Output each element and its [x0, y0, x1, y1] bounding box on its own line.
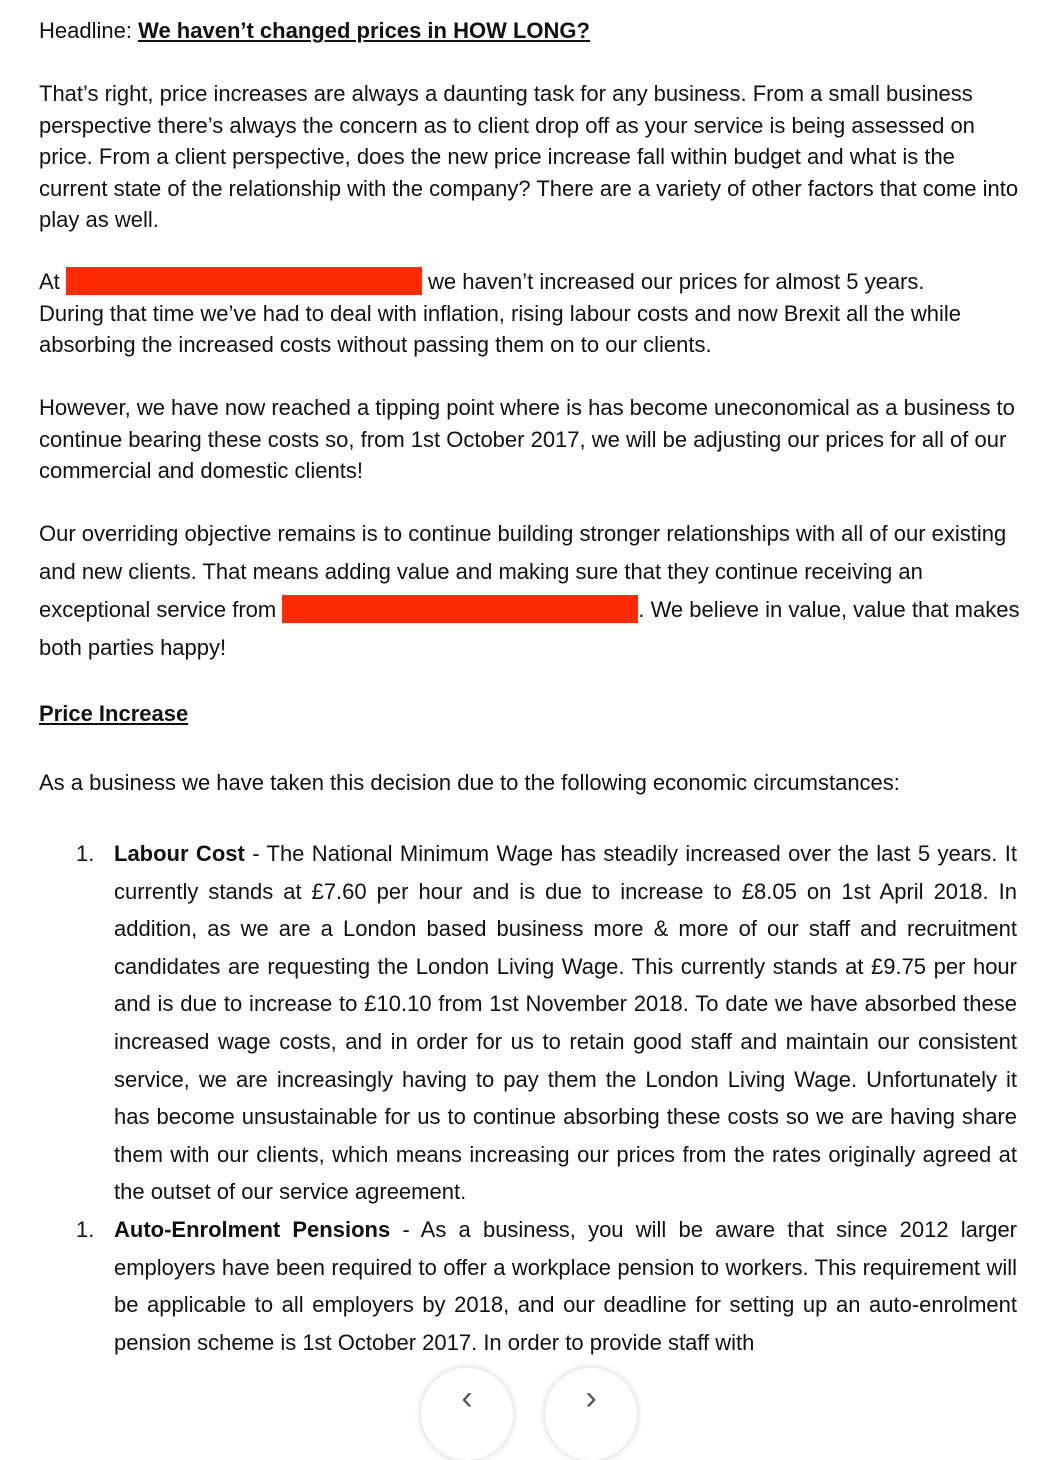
however-paragraph: However, we have now reached a tipping point where is has become uneconomical as a business to continue bearing these costs so, from 1st October 2017, we will be adjusting our prices for all of our commercial and domestic clients!	[39, 395, 1015, 483]
list-item-number: 1.	[76, 1216, 95, 1242]
objective-after: . We believe in value, value that makes both parties happy!	[39, 597, 1020, 660]
at-suffix: we haven’t increased our prices for almost 5 years.	[428, 269, 925, 294]
redacted-company-name-2	[282, 595, 638, 623]
however-section	[39, 392, 1024, 487]
next-page-button[interactable]	[545, 1368, 637, 1460]
at-prefix: At	[39, 269, 60, 294]
list-item-text: - As a business, you will be aware that since 2012 larger employers have been required to offer a workplace pension to workers. This requirement will be applicable to all employers by 2018, and our deadline for setting up an auto-enrolment pension scheme is 1st October 2017. In order to provide staff with	[114, 1216, 1018, 1355]
price-increase-list	[39, 835, 1017, 1361]
price-increase-intro-section	[39, 770, 1024, 796]
objective-section	[39, 515, 1024, 667]
list-item-number: 1.	[76, 841, 95, 866]
intro-paragraph: That’s right, price increases are always a daunting task for any business. From a small business perspective there’s always the concern as to client drop off as your service is being assessed on price. From a client perspective, does the new price increase fall within budget and what is the current state of the relationship with the company? There are a variety of other factors that come into play as well.	[39, 81, 1019, 232]
prev-page-button[interactable]	[421, 1368, 513, 1460]
headline-title: We haven’t changed prices in HOW LONG?	[138, 18, 590, 43]
list-item-title: Labour Cost	[114, 841, 245, 866]
at-rest: During that time we’ve had to deal with inflation, rising labour costs and now Brexit all the while absorbing the increased costs without passing them on to our clients.	[39, 300, 962, 357]
at-paragraph	[39, 266, 1024, 361]
headline-label: Headline:	[39, 18, 132, 43]
price-increase-intro: As a business we have taken this decision due to the following economic circumstances:	[39, 770, 900, 795]
chevron-left-icon: ‹	[461, 1379, 473, 1417]
price-increase-title: Price Increase	[39, 701, 189, 726]
price-increase-heading-section	[39, 701, 1024, 727]
redacted-company-name	[66, 267, 422, 295]
list-item	[39, 835, 1017, 1211]
chevron-right-icon: ›	[585, 1379, 597, 1417]
list-item-title: Auto-Enrolment Pensions	[114, 1216, 391, 1242]
objective-before: Our overriding objective remains is to continue building stronger relationships with all of our existing and new clients. That means adding value and making sure that they continue receiving an exceptional service from	[39, 521, 1007, 622]
headline	[39, 17, 590, 45]
intro-section	[39, 78, 1024, 236]
at-section	[39, 266, 1024, 361]
objective-paragraph	[39, 515, 1024, 667]
price-increase-list-section	[39, 835, 1017, 1361]
list-item	[39, 1211, 1017, 1361]
list-item-text: - The National Minimum Wage has steadily increased over the last 5 years. It currently stands at £7.60 per hour and is due to increase to £8.05 on 1st April 2018. In addition, as we are a London based business more & more of our staff and recruitment candidates are requesting the London Living Wage. This currently stands at £9.75 per hour and is due to increase to £10.10 from 1st November 2018. To date we have absorbed these increased wage costs, and in order for us to retain good staff and maintain our consistent service, we are increasingly having to pay them the London Living Wage. Unfortunately it has become unsustainable for us to continue absorbing these costs so we are having share them with our clients, which means increasing our prices from the rates originally agreed at the outset of our service agreement.	[114, 841, 1017, 1205]
